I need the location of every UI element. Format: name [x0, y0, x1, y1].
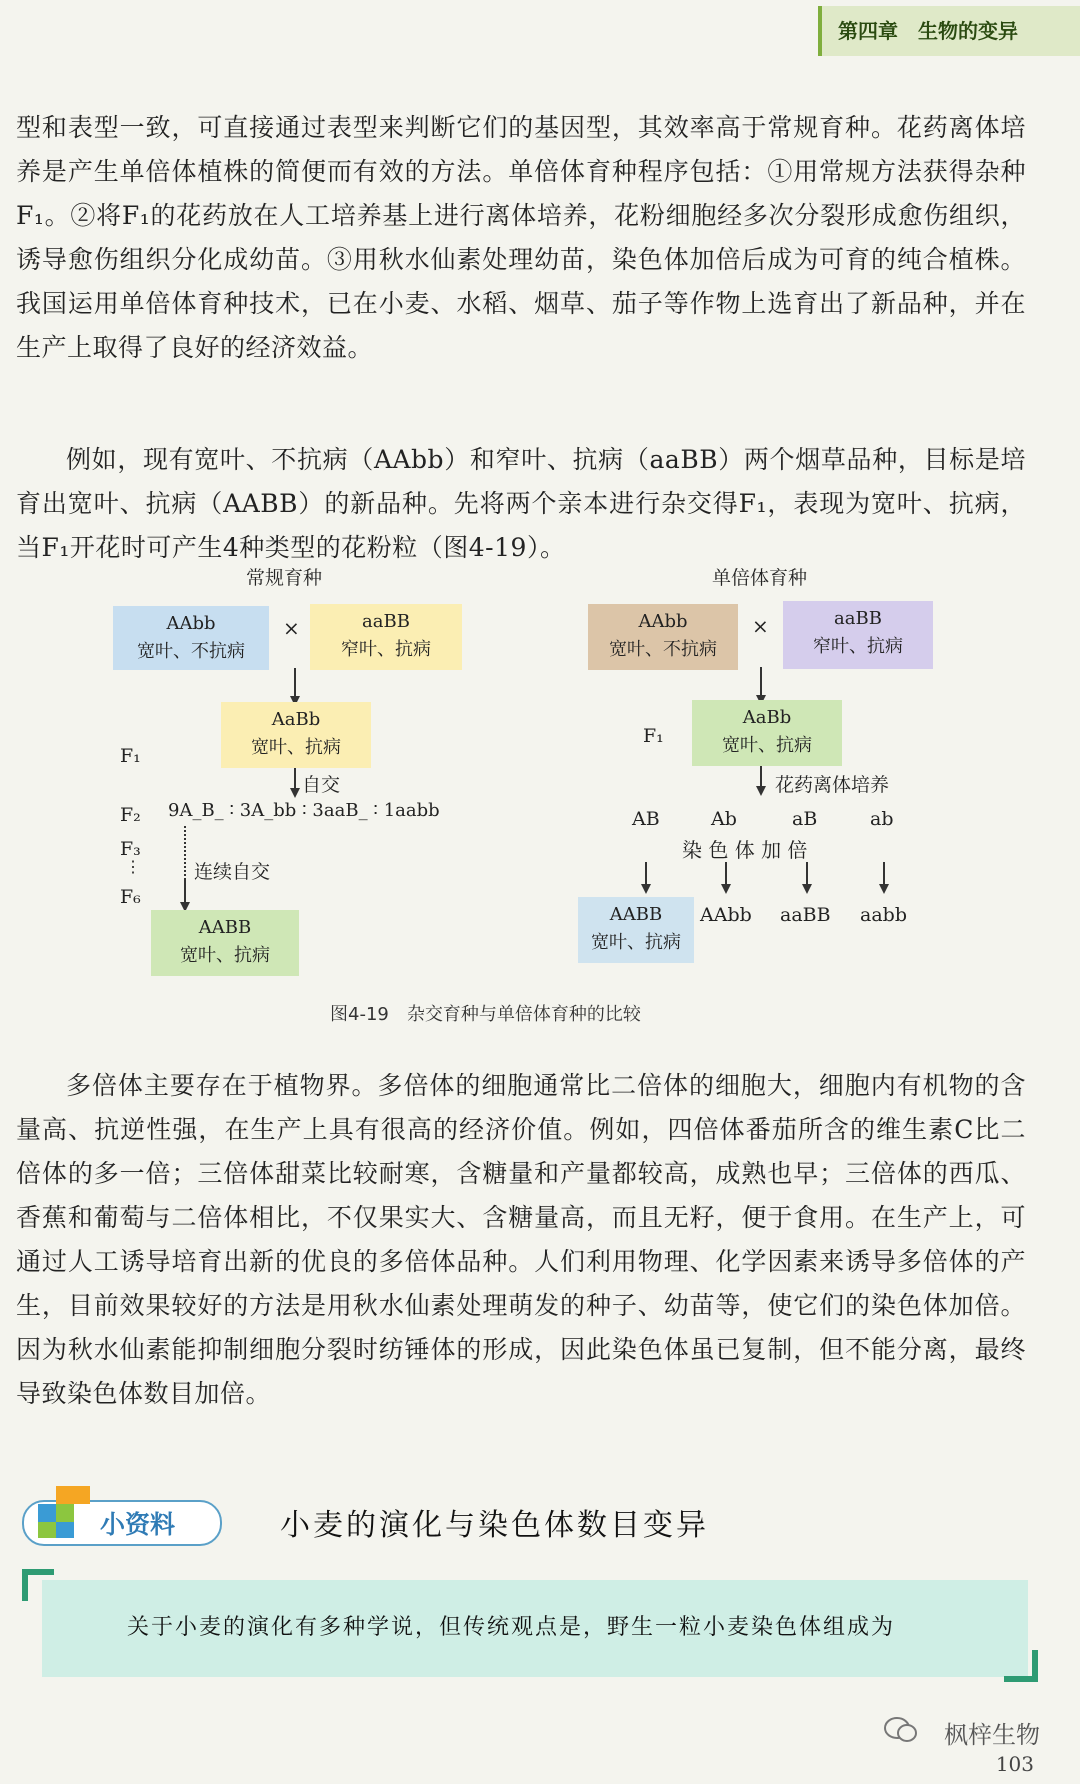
info-text: 关于小麦的演化有多种学说，但传统观点是，野生一粒小麦染色体组成为: [127, 1615, 896, 1640]
pollen-ab-1: AB: [632, 808, 660, 830]
genotype: AaBb: [742, 707, 792, 728]
haploid-f1-label: F₁: [643, 725, 664, 747]
info-badge-label: 小资料: [100, 1510, 176, 1539]
haploid-f1-box: [692, 700, 842, 766]
f1-label: F₁: [120, 745, 141, 767]
polyploid-paragraph: [16, 1064, 1026, 1416]
watermark: 枫梓生物: [944, 1721, 1040, 1749]
arrow-down: [294, 668, 296, 704]
arrow-down: [725, 862, 727, 892]
arrow-down: [883, 862, 885, 892]
genotype: aaBB: [362, 611, 410, 632]
puzzle-icon: [38, 1486, 92, 1538]
genotype: aaBB: [834, 608, 882, 629]
arrow-down: [760, 667, 762, 703]
example-paragraph: [16, 438, 1026, 570]
phenotype: 宽叶、抗病: [251, 737, 341, 758]
arrow-down: [645, 862, 647, 892]
haploid-parent2-box: [783, 601, 933, 669]
page-number: 103: [995, 1752, 1034, 1776]
arrow-down: [760, 766, 762, 794]
f2-label: F₂: [120, 804, 141, 826]
phenotype: 宽叶、不抗病: [137, 641, 245, 662]
f3-label: F₃: [120, 838, 141, 860]
arrow-down: [184, 880, 186, 910]
polyploid-text: 多倍体主要存在于植物界。多倍体的细胞通常比二倍体的细胞大，细胞内有机物的含量高、抗逆性强，在生产上具有很高的经济价值。例如，四倍体番茄所含的维生素C比二倍体的多一倍；三倍体甜菜比较耐寒，含糖量和产量都较高，成熟也早；三倍体的西瓜、香蕉和葡萄与二倍体相比，不仅果实大、含糖量高，而且无籽，便于食用。在生产上，可通过人工诱导培育出新的优良的多倍体品种。人们利用物理、化学因素来诱导多倍体的产生，目前效果较好的方法是用秋水仙素处理萌发的种子、幼苗等，使它们的染色体加倍。因为秋水仙素能抑制细胞分裂时纺锤体的形成，因此染色体虽已复制，但不能分离，最终导致染色体数目加倍。: [16, 1071, 1026, 1408]
genotype: AaBb: [271, 709, 321, 730]
ellipsis-vertical: ⋮: [125, 857, 141, 876]
chromosome-doubling-label: 染 色 体 加 倍: [682, 838, 808, 862]
phenotype: 宽叶、抗病: [591, 932, 681, 953]
pollen-ab-3: aB: [792, 808, 818, 830]
arrow-down: [806, 862, 808, 892]
genotype: AAbb: [638, 611, 688, 632]
result-aabb-3: aaBB: [780, 904, 831, 926]
corner-decoration: [1032, 1650, 1038, 1682]
example-text: 例如，现有宽叶、不抗病（AAbb）和窄叶、抗病（aaBB）两个烟草品种，目标是培育出宽叶、抗病（AABB）的新品种。先将两个亲本进行杂交得F₁，表现为宽叶、抗病，当F₁开花时可产生4种类型的花粉粒（图4-19）。: [16, 445, 1026, 562]
continuous-selfing-label: 连续自交: [194, 861, 271, 883]
conventional-f1-box: [221, 702, 371, 768]
pollen-ab-4: ab: [870, 808, 894, 830]
conventional-parent2-box: [310, 604, 462, 670]
result-aabb-4: aabb: [860, 904, 907, 926]
cross-symbol: ×: [283, 616, 300, 640]
phenotype: 宽叶、不抗病: [609, 639, 717, 660]
figure-caption: 图4-19 杂交育种与单倍体育种的比较: [330, 1004, 641, 1025]
genotype: AABB: [609, 904, 663, 925]
arrow-down: [294, 768, 296, 796]
phenotype: 窄叶、抗病: [813, 636, 903, 657]
corner-decoration: [22, 1569, 28, 1601]
phenotype: 窄叶、抗病: [341, 639, 431, 660]
intro-paragraph: [16, 106, 1026, 370]
pollen-ab-2: Ab: [711, 808, 737, 830]
haploid-parent1-box: [588, 604, 738, 670]
intro-text: 型和表型一致，可直接通过表型来判断它们的基因型，其效率高于常规育种。花药离体培养是产生单倍体植株的简便而有效的方法。单倍体育种程序包括：①用常规方法获得杂种F₁。②将F₁的花药放在人工培养基上进行离体培养，花粉细胞经多次分裂形成愈伤组织，诱导愈伤组织分化成幼苗。③用秋水仙素处理幼苗，染色体加倍后成为可育的纯合植株。我国运用单倍体育种技术，已在小麦、水稻、烟草、茄子等作物上选育出了新品种，并在生产上取得了良好的经济效益。: [16, 113, 1026, 362]
phenotype: 宽叶、抗病: [722, 735, 812, 756]
f2-ratio: 9A_B_ ∶ 3A_bb ∶ 3aaB_ ∶ 1aabb: [168, 800, 440, 821]
cross-symbol: ×: [752, 614, 769, 638]
anther-culture-label: 花药离体培养: [775, 774, 890, 796]
conventional-result-box: [151, 910, 299, 976]
selfing-label: 自交: [302, 774, 341, 796]
conventional-parent1-box: [113, 606, 269, 670]
conventional-title: 常规育种: [246, 567, 323, 589]
genotype: AABB: [198, 917, 252, 938]
haploid-title: 单倍体育种: [712, 567, 808, 589]
result-aabb-2: AAbb: [700, 904, 752, 926]
haploid-result-box: [578, 897, 694, 963]
genotype: AAbb: [166, 613, 216, 634]
chapter-header: 第四章 生物的变异: [818, 6, 1080, 56]
f6-label: F₆: [120, 886, 141, 908]
phenotype: 宽叶、抗病: [180, 945, 270, 966]
wechat-icon: [884, 1716, 918, 1744]
section-title: 小麦的演化与染色体数目变异: [280, 1508, 709, 1543]
